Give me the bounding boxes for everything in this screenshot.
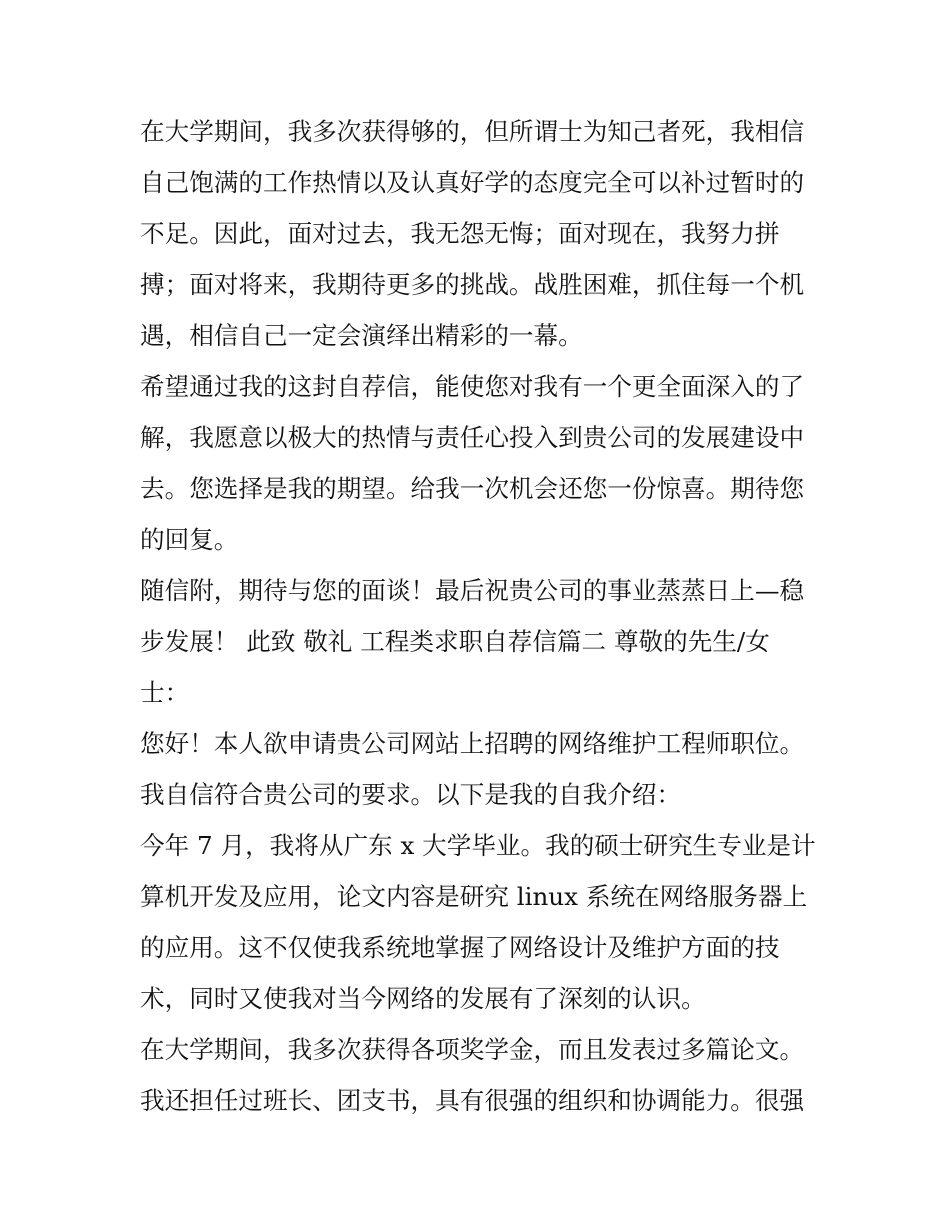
- text-line: 搏；面对将来，我期待更多的挑战。战胜困难，抓住每一个机: [140, 270, 805, 299]
- text-line: 随信附，期待与您的面谈！最后祝贵公司的事业蒸蒸日上—稳: [140, 576, 805, 605]
- text-line: 士：: [140, 678, 190, 707]
- text-line: 我还担任过班长、团支书，具有很强的组织和协调能力。很强: [140, 1086, 805, 1115]
- text-line: 在大学期间，我多次获得各项奖学金，而且发表过多篇论文。: [140, 1035, 805, 1064]
- text-line: 自己饱满的工作热情以及认真好学的态度完全可以补过暂时的: [140, 168, 805, 197]
- text-line: 您好！本人欲申请贵公司网站上招聘的网络维护工程师职位。: [140, 729, 805, 758]
- text-line: 步发展！ 此致 敬礼 工程类求职自荐信篇二 尊敬的先生/女: [140, 627, 770, 656]
- text-line: 解，我愿意以极大的热情与责任心投入到贵公司的发展建设中: [140, 423, 805, 452]
- text-line: 去。您选择是我的期望。给我一次机会还您一份惊喜。期待您: [140, 474, 805, 503]
- text-line: 在大学期间，我多次获得够的，但所谓士为知己者死，我相信: [140, 117, 805, 146]
- text-line: 不足。因此，面对过去，我无怨无悔；面对现在，我努力拼: [140, 219, 780, 248]
- text-line: 遇，相信自己一定会演绎出精彩的一幕。: [140, 321, 583, 350]
- text-line: 的应用。这不仅使我系统地掌握了网络设计及维护方面的技: [140, 933, 780, 962]
- text-line: 今年 7 月，我将从广东 x 大学毕业。我的硕士研究生专业是计: [140, 831, 816, 860]
- text-line: 术，同时又使我对当今网络的发展有了深刻的认识。: [140, 984, 706, 1013]
- text-line: 我自信符合贵公司的要求。以下是我的自我介绍：: [140, 780, 682, 809]
- text-line: 希望通过我的这封自荐信，能使您对我有一个更全面深入的了: [140, 372, 805, 401]
- document-body: [140, 106, 820, 1126]
- text-line: 算机开发及应用，论文内容是研究 linux 系统在网络服务器上: [140, 882, 808, 911]
- text-line: 的回复。: [140, 525, 239, 554]
